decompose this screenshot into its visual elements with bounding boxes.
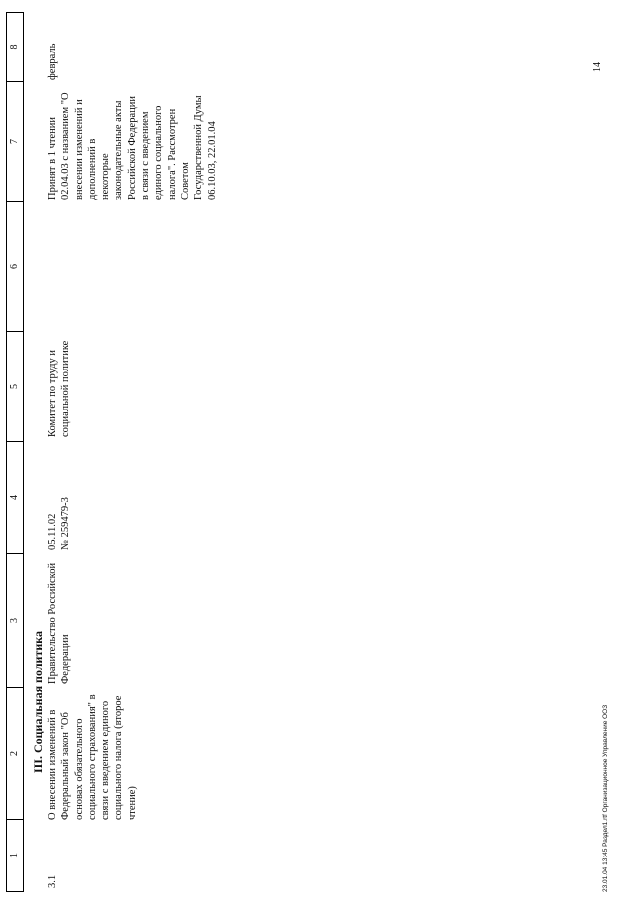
bill-date: 05.11.02 [47,513,58,550]
initiator: Правительство Российской Федерации [47,562,72,684]
col-num-1: 1 [7,820,23,892]
col-num-3: 3 [7,554,23,688]
bill-date-number [46,450,73,550]
rotated-page [6,12,622,892]
column-number-header [6,12,24,892]
page-number: 14 [592,62,603,72]
col-num-2: 2 [7,688,23,820]
bill-status: Принят в 1 чтении 02.04.03 с названием "О внесении изменений и дополнений в некоторые законодательные акты Российской Федерации в связи с введением единого социального налога". Рассмотрен Советом Государственной Думы 06.10.03, 22.01.04 [47,92,218,200]
col-num-6: 6 [7,202,23,332]
bill-title: О внесении изменений в Федеральный закон "Об основах обязательного социального страхования" в связи с введением единого социального налога (второе чтение) [47,694,138,820]
committee: Комитет по труду и социальной политике [47,340,72,437]
col-num-7: 7 [7,82,23,202]
col-num-5: 5 [7,332,23,442]
col-num-8: 8 [7,12,23,82]
col-num-4: 4 [7,442,23,554]
row-number: 3.1 [47,874,58,888]
month: февраль [47,43,58,80]
section-title: III. Социальная политика [31,630,45,774]
footer-stamp: 23.01.04 13:45 Раздел1.rtf Организационное Управление ООЗ [602,704,609,892]
bill-reg-number: № 259479-3 [60,497,72,550]
